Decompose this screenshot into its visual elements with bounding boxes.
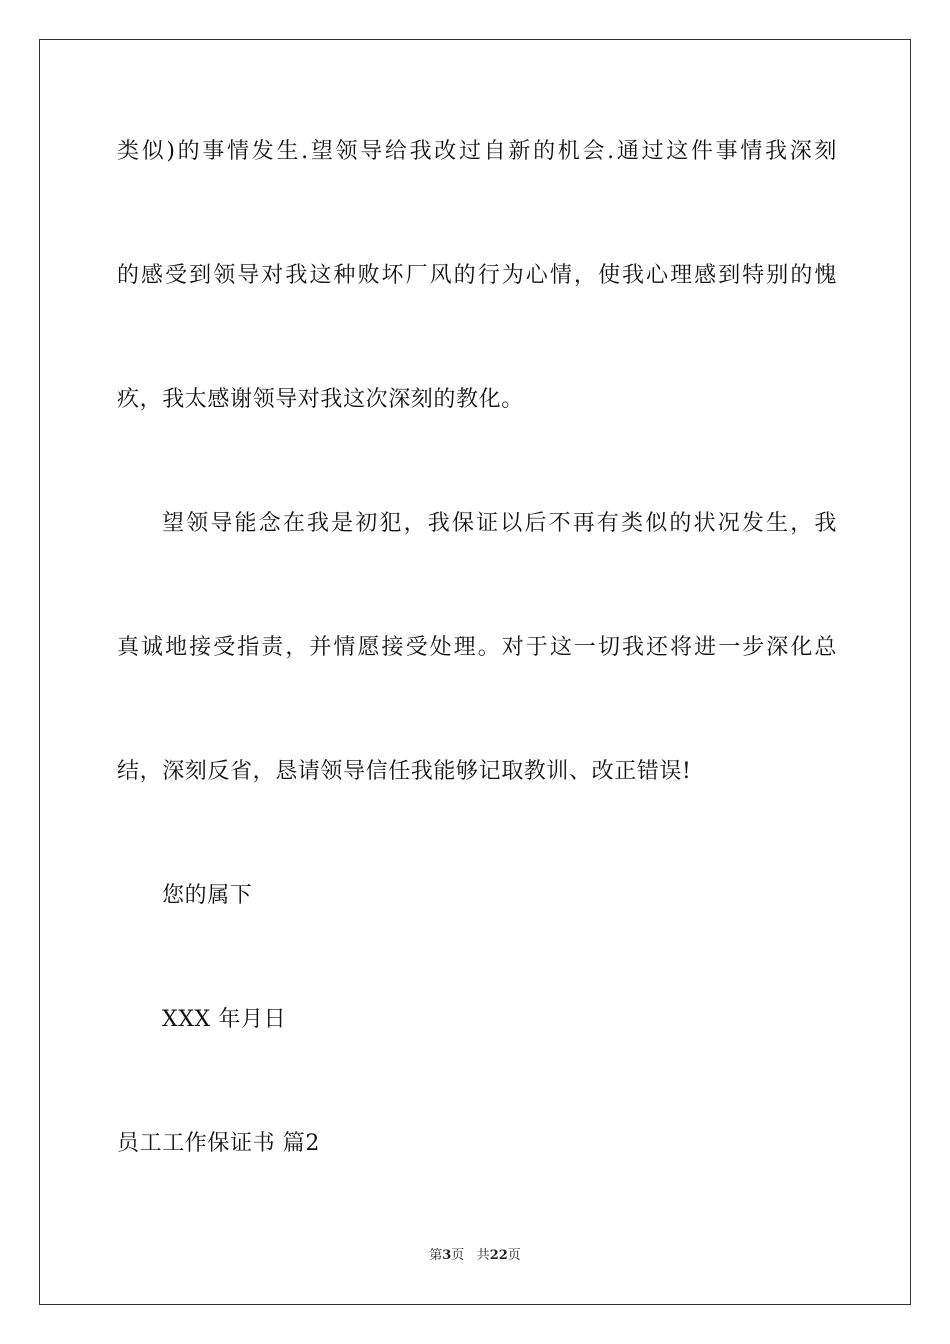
signature-date: XXX 年月日 — [162, 1007, 287, 1032]
page-footer — [0, 1247, 950, 1265]
footer-page-prefix: 第 — [429, 1248, 443, 1263]
footer-total-pages: 22 — [489, 1248, 508, 1263]
body-line-2: 的感受到领导对我这种败坏厂风的行为心情，使我心理感到特别的愧 — [117, 263, 837, 288]
signature-subordinate: 您的属下 — [162, 883, 253, 908]
footer-page-suffix: 页 — [451, 1248, 465, 1263]
body-line-4: 望领导能念在我是初犯，我保证以后不再有类似的状况发生，我 — [162, 511, 837, 536]
footer-page-number: 3 — [442, 1248, 452, 1263]
body-line-5: 真诚地接受指责，并情愿接受处理。对于这一切我还将进一步深化总 — [117, 635, 837, 660]
section-heading: 员工工作保证书 篇2 — [117, 1131, 320, 1156]
footer-total-prefix: 共 — [476, 1248, 490, 1263]
footer-total-suffix: 页 — [507, 1248, 521, 1263]
body-line-3: 疚，我太感谢领导对我这次深刻的教化。 — [117, 387, 524, 412]
body-line-6: 结，深刻反省，恳请领导信任我能够记取教训、改正错误! — [117, 759, 692, 784]
page-border — [39, 39, 911, 1305]
body-line-1: 类似)的事情发生.望领导给我改过自新的机会.通过这件事情我深刻 — [117, 139, 837, 164]
